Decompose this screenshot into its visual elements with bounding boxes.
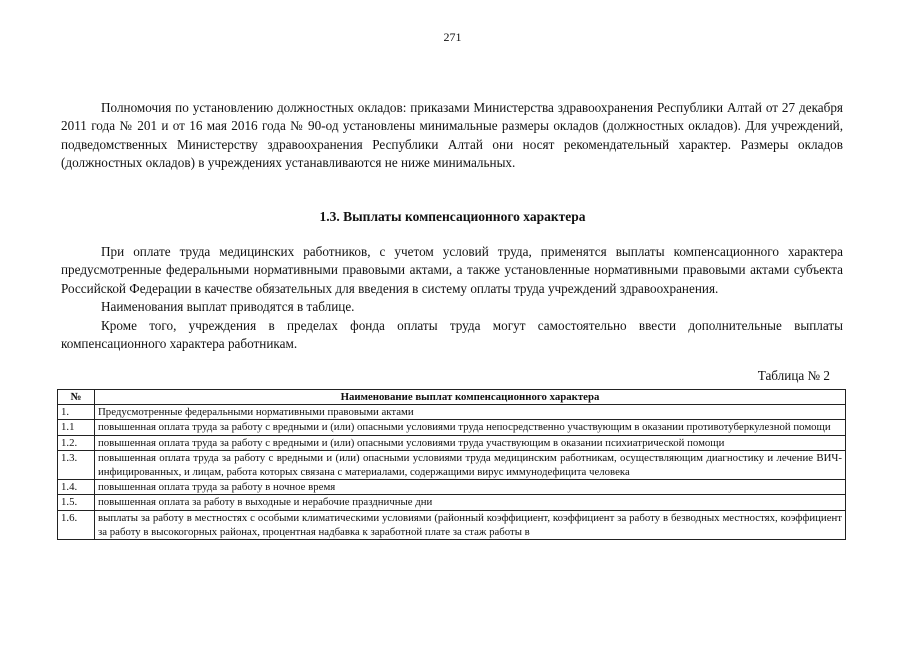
row-text: Предусмотренные федеральными нормативными правовыми актами [95,405,846,420]
row-number: 1.2. [58,435,95,450]
page-crop-mask [0,589,905,649]
table-row [58,420,846,435]
table-row [58,450,846,479]
row-number: 1.6. [58,510,95,539]
column-header-name: Наименование выплат компенсационного характера [95,390,846,405]
table-row [58,405,846,420]
column-header-number: № [58,390,95,405]
row-number: 1. [58,405,95,420]
table-row [58,435,846,450]
compensation-table [57,389,846,540]
table-row [58,510,846,539]
table-header-row [58,390,846,405]
paragraph-text: При оплате труда медицинских работников, с учетом условий труда, применятся выплаты компенсационного характера предусмотренные федеральными нормативными правовыми актами, а также установленные нормативными правовыми актами субъекта Российской Федерации в качестве обязательных для введения в систему оплаты труда учреждений здравоохранения. [61,244,843,296]
paragraph-salary-powers [61,99,843,173]
row-text: выплаты за работу в местностях с особыми климатическими условиями (районный коэффициент, коэффициент за работу в безводных местностях, коэффициент за работу в высокогорных районах, процентная надбавка к заработной плате за стаж работы в [95,510,846,539]
page-number: 271 [443,30,462,44]
row-text: повышенная оплата труда за работу с вредными и (или) опасными условиями труда непосредственно участвующим в оказании противотуберкулезной помощи [95,420,846,435]
paragraph-text: Полномочия по установлению должностных окладов: приказами Министерства здравоохранения Республики Алтай от 27 декабря 2011 года № 201 и от 16 мая 2016 года № 90-од установлены минимальные размеры окладов (должностных окладов). Для учреждений, подведомственных Министерству здравоохранения Республики Алтай они носят рекомендательный характер. Размеры окладов (должностных окладов) в учреждениях устанавливаются не ниже минимальных. [61,100,843,171]
table-caption: Таблица № 2 [757,368,830,383]
row-text: повышенная оплата труда за работу с вредными и (или) опасными условиями труда участвующим в оказании психиатрической помощи [95,435,846,450]
section-heading: 1.3. Выплаты компенсационного характера [319,209,586,224]
table-row [58,480,846,495]
row-text: повышенная оплата за работу в выходные и нерабочие праздничные дни [95,495,846,510]
row-number: 1.5. [58,495,95,510]
row-number: 1.1 [58,420,95,435]
paragraph-group-compensation [61,243,843,353]
paragraph-text: Кроме того, учреждения в пределах фонда оплаты труда могут самостоятельно ввести дополнительные выплаты компенсационного характера работникам. [61,317,843,352]
paragraph-text: Наименования выплат приводятся в таблице. [101,299,355,315]
row-text: повышенная оплата труда за работу в ночное время [95,480,846,495]
row-number: 1.3. [58,450,95,479]
row-number: 1.4. [58,480,95,495]
table-row [58,495,846,510]
row-text: повышенная оплата труда за работу с вредными и (или) опасными условиями труда медицинским работникам, осуществляющим диагностику и лечение ВИЧ-инфицированных, и лицам, работа которых связана с материалами, содержащими вирус иммунодефицита человека [95,450,846,479]
